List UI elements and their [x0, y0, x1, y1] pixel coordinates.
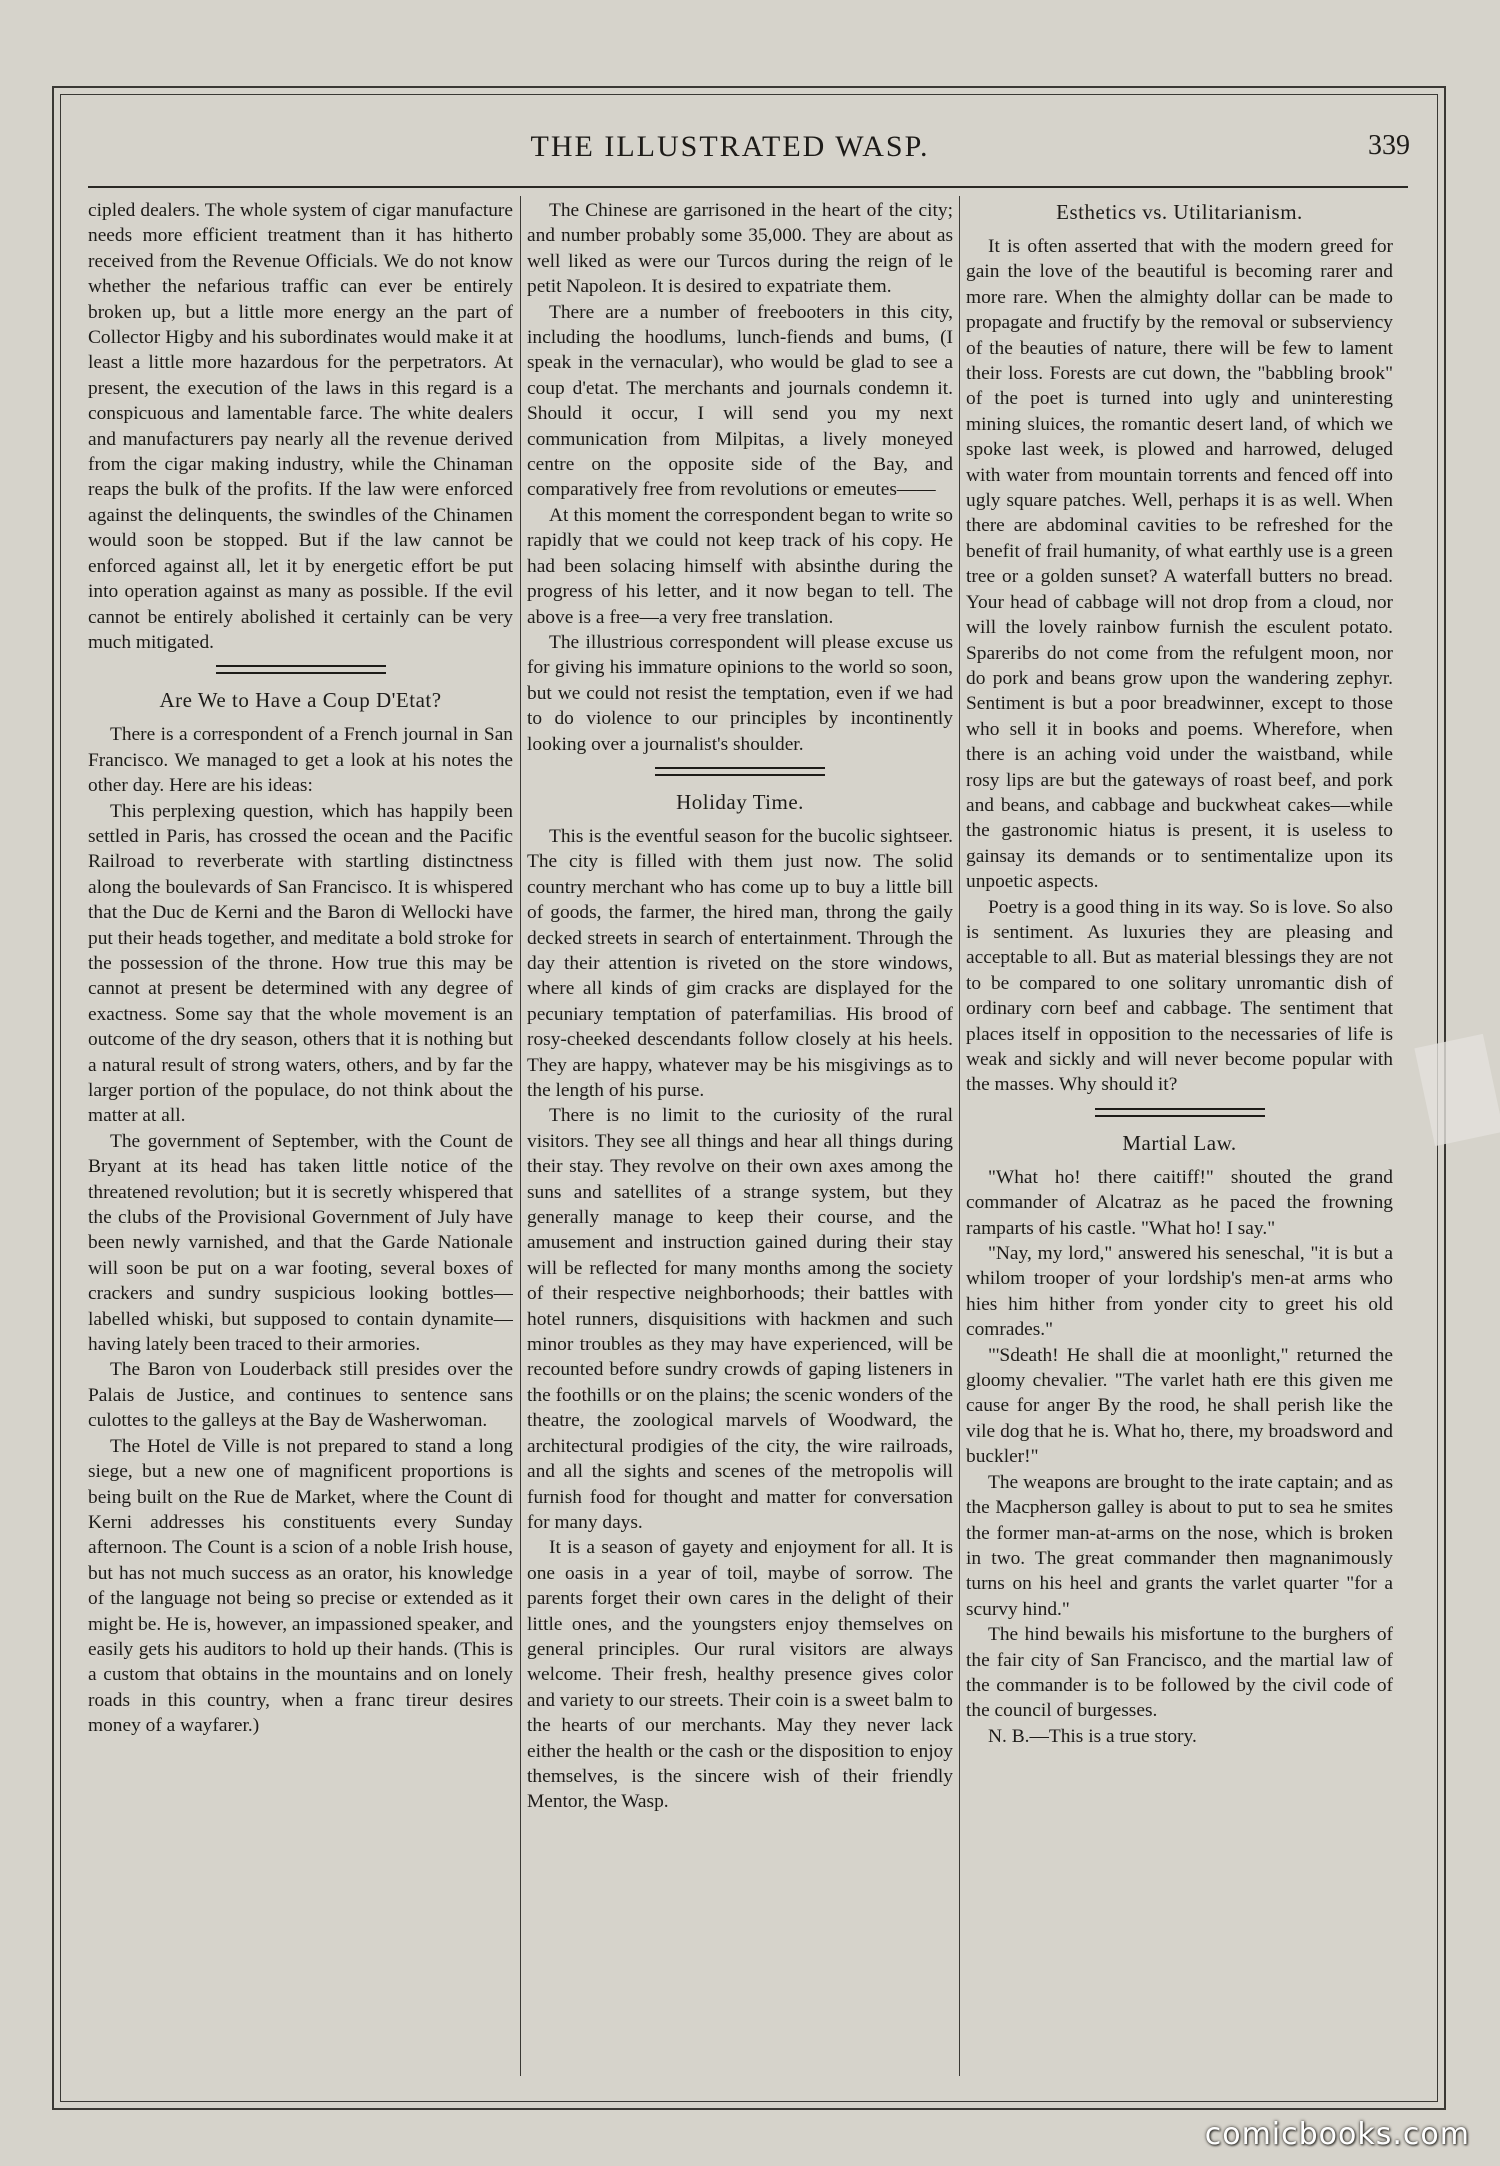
article-paragraph: The Hotel de Ville is not prepared to stand a long siege, but a new one of magnificent proportions is being built on the Rue de Market, where the Count di Kerni addresses his constituents every Sunday afternoon. The Count is a scion of a noble Irish house, but has not much success as an orator, his knowledge of the language not being so precise or extended as it might be. He is, however, an impassioned speaker, and easily gets his auditors to hold up their hands. (This is a custom that obtains in the mountains and on lonely roads in this country, when a franc tireur desires money of a wayfarer.)	[88, 1435, 513, 1737]
page-number: 339	[1368, 130, 1410, 161]
article-paragraph: It is often asserted that with the modern greed for gain the love of the beautiful is becoming rarer and more rare. When the almighty dollar can be made to propagate and fructify by the removal or subserviency of the beauties of nature, there will be few to lament their loss. Forests are cut down, the "babbling brook" of the poet is turned into ugly and uninteresting mining sluices, the romantic desert land, of which we spoke last week, is plowed and harrowed, deluged with water from mountain torrents and fenced off into ugly square patches. Well, perhaps it is as well. When there are abdominal cavities to be refreshed for the benefit of frail humanity, of what earthly use is a green tree or a golden sunset? A waterfall butters no bread. Your head of cabbage will not drop from a cloud, nor will the lovely rainbow furnish the esculent potato. Spareribs do not come from the refulgent moon, nor do pork and beans grow upon the wandering zephyr. Sentiment is but a poor breadwinner, except to those who sell it in books and poems. Wherefore, when there is an aching void under the waistband, while rosy lips are but the gateways of roast beef, and pork and beans, and cabbage and buckwheat cakes—while the gastronomic hiatus is present, it is useless to gainsay its demands or to sentimentalize upon its unpoetic aspects.	[966, 236, 1393, 893]
section-divider	[655, 767, 825, 776]
article-paragraph: Poetry is a good thing in its way. So is love. So also is sentiment. As luxuries they are pleasing and acceptable to all. But as material blessings they are not to be compared to one solitary unromantic dish of ordinary corn beef and cabbage. The sentiment that places itself in opposition to the necessaries of life is weak and sickly and will never become popular with the masses. Why should it?	[966, 896, 1393, 1096]
article-paragraph: There is a correspondent of a French journal in San Francisco. We managed to get a look at his notes the other day. Here are his ideas:	[88, 724, 513, 797]
header-rule	[88, 186, 1408, 188]
article-paragraph: This perplexing question, which has happily been settled in Paris, has crossed the ocean and the Pacific Railroad to reverberate with startling distinctness along the boulevards of San Francisco. It is whispered that the Duc de Kerni and the Baron di Wellocki have put their heads together, and meditate a bold stroke for the possession of the throne. How true this may be cannot at present be determined with any degree of exactness. Some say that the whole movement is an outcome of the dry season, others that it is nothing but a natural result of strong waters, others, and by far the larger portion of the populace, do not think about the matter at all.	[88, 800, 513, 1127]
article-paragraph: cipled dealers. The whole system of cigar manufacture needs more efficient treatment than it has hitherto received from the Revenue Officials. We do not know whether the nefarious traffic can ever be entirely broken up, but a little more energy an the part of Collector Higby and his subordinates would make it at least a little more hazardous for the perpetrators. At present, the execution of the laws in this regard is a conspicuous and lamentable farce. The white dealers and manufacturers pay nearly all the revenue derived from the cigar making industry, while the Chinaman reaps the bulk of the profits. If the law were enforced against the delinquents, the swindles of the Chinamen would soon be stopped. But if the law cannot be enforced against all, let it by energetic effort be put into operation against as many as possible. If the evil cannot be entirely abolished it certainly can be very much mitigated.	[88, 200, 513, 653]
article-paragraph: There is no limit to the curiosity of the rural visitors. They see all things and hear all things during their stay. They revolve on their own axes among the suns and satellites of a strange system, but they generally manage to keep their course, and the amusement and instruction gained during their stay will be reflected for many months among the society of their respective neighborhoods; their battles with hotel runners, disquisitions with hackmen and such minor troubles as they may have experienced, will be recounted before sundry crowds of gaping listeners in the foothills or on the plains; the scenic wonders of the theatre, the zoological marvels of Woodward, the architectural prodigies of the city, the wire railroads, and all the sights and scenes of the metropolis will furnish food for thought and matter for conversation for many days.	[527, 1105, 953, 1533]
article-paragraph: It is a season of gayety and enjoyment for all. It is one oasis in a year of toil, maybe of sorrow. The parents forget their own cares in the delight of their little ones, and the youngsters enjoy themselves on general principles. Our rural visitors are always welcome. Their fresh, healthy presence gives color and variety to our streets. Their coin is a sweet balm to the hearts of our merchants. May they never lack either the health or the cash or the disposition to enjoy themselves, is the sincere wish of their friendly Mentor, the Wasp.	[527, 1537, 953, 1813]
article-paragraph: The illustrious correspondent will please excuse us for giving his immature opinions to the world so soon, but we could not resist the temptation, even if we had to do violence to our principles by incontinently looking over a journalist's shoulder.	[527, 631, 953, 755]
section-divider	[216, 665, 386, 674]
article-paragraph: At this moment the correspondent began to write so rapidly that we could not keep track of his copy. He had been solacing himself with absinthe during the progress of his letter, and it now began to tell. The above is a free—a very free translation.	[527, 504, 953, 628]
section-divider	[1095, 1108, 1265, 1117]
article-paragraph: "What ho! there caitiff!" shouted the grand commander of Alcatraz as he paced the frowning ramparts of his castle. "What ho! I say."	[966, 1166, 1393, 1239]
article-paragraph: The Chinese are garrisoned in the heart of the city; and number probably some 35,000. They are about as well liked as were our Turcos during the reign of le petit Napoleon. It is desired to expatriate them.	[527, 200, 953, 298]
article-heading-holiday-time: Holiday Time.	[676, 789, 804, 814]
article-paragraph: "'Sdeath! He shall die at moonlight," returned the gloomy chevalier. "The varlet hath ere this given me cause for anger By the rood, he shall perish like the vile dog that he is. What ho, there, my broadsword and buckler!"	[966, 1344, 1393, 1468]
column-rule-2	[959, 196, 960, 2076]
article-paragraph: This is the eventful season for the bucolic sightseer. The city is filled with them just now. The solid country merchant who has come up to buy a little bill of goods, the farmer, the hired man, throng the gaily decked streets in search of entertainment. Through the day their attention is riveted on the store windows, where all kinds of gim cracks are displayed for the pecuniary temptation of paterfamilias. His brood of rosy-cheeked descendants follow closely at his heels. They are happy, whatever may be his misgivings as to the length of his purse.	[527, 825, 953, 1101]
publication-title: THE ILLUSTRATED WASP.	[530, 130, 930, 163]
column-rule-1	[520, 196, 521, 2076]
article-heading-martial-law: Martial Law.	[1122, 1130, 1237, 1155]
article-heading-coup-detat: Are We to Have a Coup D'Etat?	[159, 688, 442, 713]
article-paragraph: The government of September, with the Count de Bryant at its head has taken little notice of the threatened revolution; but it is secretly whispered that the clubs of the Provisional Government of July have been newly varnished, and that the Garde Nationale will soon be put on a war footing, several boxes of crackers and sundry suspicious looking bottles—labelled whiski, but supposed to contain dynamite—having lately been traced to their armories.	[88, 1130, 513, 1356]
column-3	[966, 198, 1393, 2078]
article-paragraph: N. B.—This is a true story.	[988, 1725, 1197, 1747]
column-2	[527, 198, 953, 2078]
column-1	[88, 198, 513, 2078]
article-paragraph: The weapons are brought to the irate captain; and as the Macpherson galley is about to put to sea he smites the former man-at-arms on the nose, which is broken in two. The great commander then magnanimously turns on his heel and grants the varlet quarter "for a scurvy hind."	[966, 1471, 1393, 1620]
article-paragraph: There are a number of freebooters in this city, including the hoodlums, lunch-fiends and bums, (I speak in the vernacular), who would be glad to see a coup d'etat. The merchants and journals condemn it. Should it occur, I will send you my next communication from Milpitas, a lively moneyed centre on the opposite side of the Bay, and comparatively free from revolutions or emeutes——	[527, 301, 953, 501]
page-header	[70, 130, 1410, 170]
article-heading-esthetics: Esthetics vs. Utilitarianism.	[1056, 200, 1303, 224]
article-paragraph: The hind bewails his misfortune to the burghers of the fair city of San Francisco, and the martial law of the commander is to be followed by the civil code of the council of burgesses.	[966, 1624, 1393, 1722]
article-paragraph: "Nay, my lord," answered his seneschal, "it is but a whilom trooper of your lordship's men-at arms who hies him hither from yonder city to greet his old comrades."	[966, 1243, 1393, 1341]
article-paragraph: The Baron von Louderback still presides over the Palais de Justice, and continues to sentence sans culottes to the galleys at the Bay de Washerwoman.	[88, 1359, 513, 1432]
watermark: comicbooks.com	[1204, 2117, 1470, 2152]
